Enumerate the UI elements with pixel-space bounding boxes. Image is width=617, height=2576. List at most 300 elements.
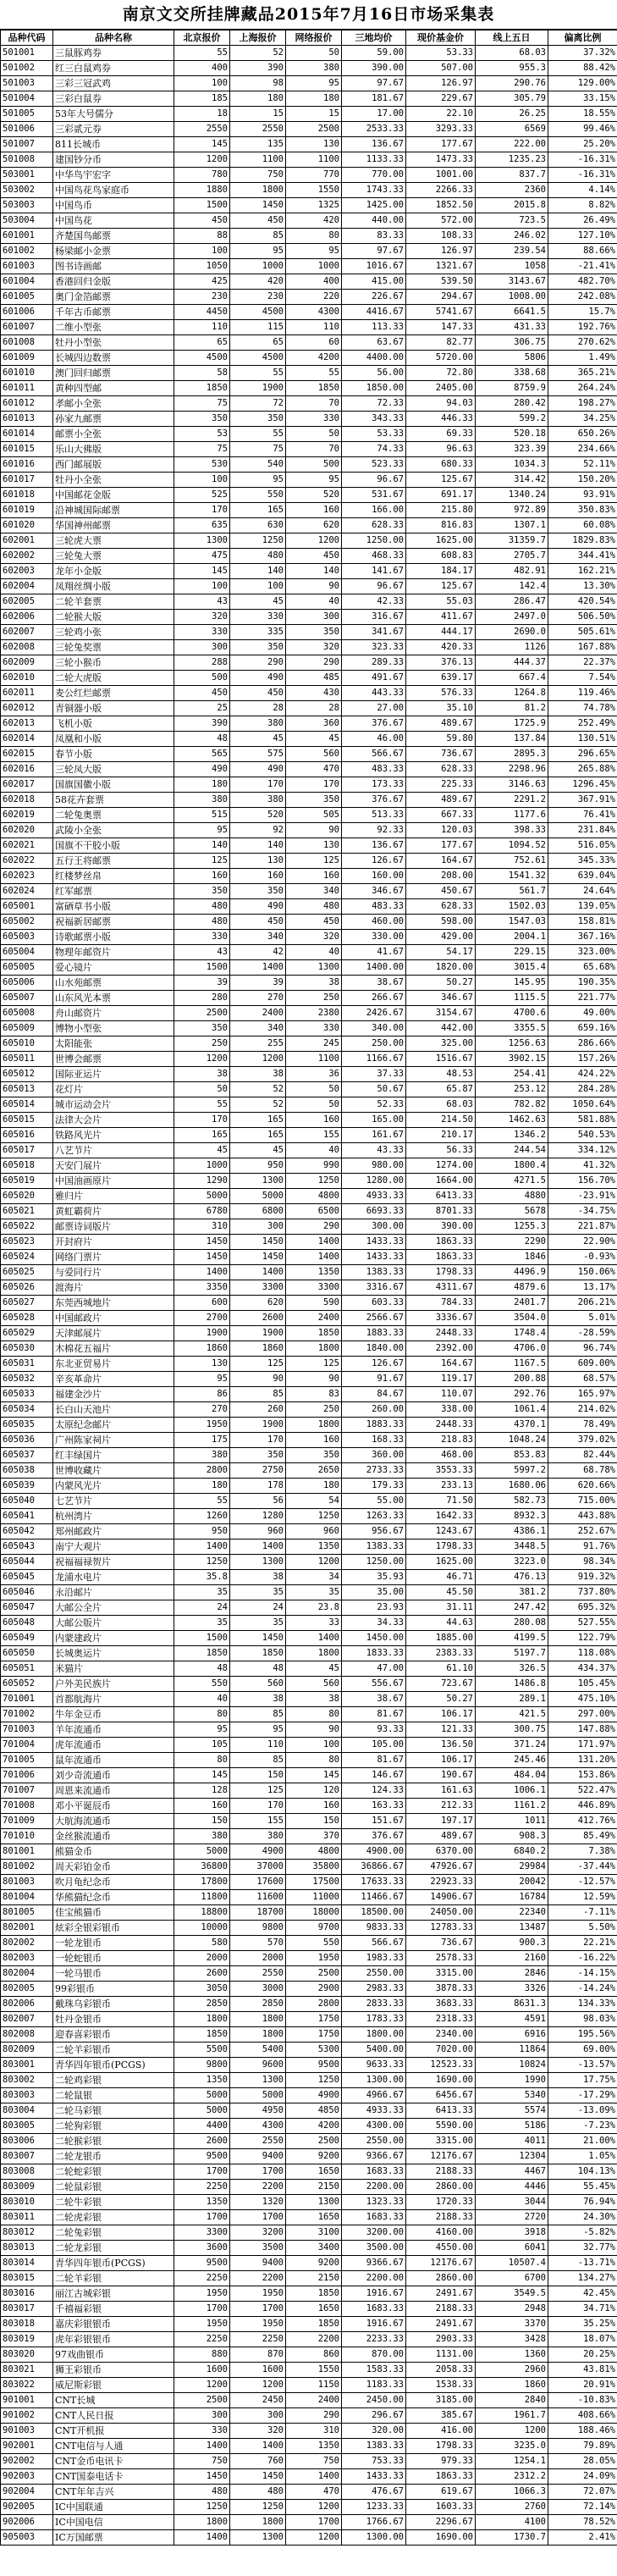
- shanghai-cell: 165: [230, 1113, 286, 1128]
- beijing-cell: 2250: [174, 2180, 230, 2195]
- shanghai-cell: 335: [230, 625, 286, 640]
- average-cell: 226.67: [342, 290, 406, 305]
- deviation-cell: 270.62%: [548, 335, 617, 351]
- average-cell: 1383.33: [342, 2439, 406, 2454]
- table-row: [1, 46, 617, 61]
- deviation-cell: 242.08%: [548, 290, 617, 305]
- code-cell: 601019: [1, 503, 53, 518]
- shanghai-cell: 170: [230, 1799, 286, 1814]
- name-cell: 中华鸟宇宏字: [53, 168, 174, 183]
- table-row: [1, 1875, 617, 1890]
- code-cell: 605041: [1, 1509, 53, 1524]
- shanghai-cell: 85: [230, 1753, 286, 1768]
- deviation-cell: -37.44%: [548, 1860, 617, 1875]
- shanghai-cell: 160: [230, 869, 286, 884]
- beijing-cell: 95: [174, 1372, 230, 1387]
- online-cell: 2500: [286, 2134, 342, 2149]
- shanghai-cell: 450: [230, 915, 286, 930]
- table-row: [1, 2454, 617, 2469]
- code-cell: 605043: [1, 1540, 53, 1555]
- beijing-cell: 1700: [174, 2164, 230, 2180]
- average-cell: 2566.67: [342, 1311, 406, 1326]
- online-cell: 380: [286, 61, 342, 76]
- deviation-cell: 15.7%: [548, 305, 617, 320]
- shanghai-cell: 9400: [230, 2256, 286, 2271]
- beijing-cell: 110: [174, 320, 230, 335]
- online-cell: 95: [286, 76, 342, 91]
- table-row: [1, 2241, 617, 2256]
- average-cell: 1683.33: [342, 2210, 406, 2225]
- online-cell: 40: [286, 945, 342, 960]
- average-cell: 3500.00: [342, 2241, 406, 2256]
- five-day-cell: 3355.5: [476, 1021, 548, 1036]
- table-row: [1, 1905, 617, 1921]
- shanghai-cell: 1300: [230, 2530, 286, 2546]
- online-cell: 160: [286, 503, 342, 518]
- five-day-cell: 398.33: [476, 823, 548, 838]
- online-cell: 125: [286, 1357, 342, 1372]
- table-row: [1, 305, 617, 320]
- online-cell: 960: [286, 1524, 342, 1540]
- base-cell: 507.00: [406, 61, 476, 76]
- name-cell: IC万国邮票: [53, 2530, 174, 2546]
- table-row: [1, 1677, 617, 1692]
- average-cell: 2550.00: [342, 1966, 406, 1982]
- five-day-cell: 289.1: [476, 1692, 548, 1707]
- shanghai-cell: 38: [230, 1570, 286, 1585]
- base-cell: 639.17: [406, 671, 476, 686]
- average-cell: 46.00: [342, 732, 406, 747]
- table-row: [1, 793, 617, 808]
- deviation-cell: 505.61%: [548, 625, 617, 640]
- shanghai-cell: 1450: [230, 1250, 286, 1265]
- base-cell: 69.33: [406, 427, 476, 442]
- table-row: [1, 213, 617, 229]
- shanghai-cell: 35: [230, 1616, 286, 1631]
- table-row: [1, 1128, 617, 1143]
- name-cell: 53年大号儒分: [53, 107, 174, 122]
- shanghai-cell: 1400: [230, 1540, 286, 1555]
- beijing-cell: 105: [174, 1738, 230, 1753]
- deviation-cell: -7.11%: [548, 1905, 617, 1921]
- beijing-cell: 475: [174, 549, 230, 564]
- deviation-cell: -13.71%: [548, 2256, 617, 2271]
- beijing-cell: 425: [174, 274, 230, 290]
- table-row: [1, 1722, 617, 1738]
- online-cell: 3400: [286, 2241, 342, 2256]
- deviation-cell: 91.76%: [548, 1540, 617, 1555]
- shanghai-cell: 140: [230, 564, 286, 579]
- beijing-cell: 165: [174, 1128, 230, 1143]
- five-day-cell: 29984: [476, 1860, 548, 1875]
- five-day-cell: 8759.9: [476, 381, 548, 396]
- table-row: [1, 823, 617, 838]
- table-row: [1, 1692, 617, 1707]
- shanghai-cell: 630: [230, 518, 286, 533]
- five-day-cell: 955.3: [476, 61, 548, 76]
- five-day-cell: 1800.4: [476, 1158, 548, 1174]
- shanghai-cell: 1300: [230, 1174, 286, 1189]
- deviation-cell: 12.59%: [548, 1890, 617, 1905]
- average-cell: 250.00: [342, 1036, 406, 1052]
- shanghai-cell: 9800: [230, 1921, 286, 1936]
- shanghai-cell: 72: [230, 396, 286, 412]
- five-day-cell: 1161.2: [476, 1799, 548, 1814]
- average-cell: 83.33: [342, 229, 406, 244]
- table-row: [1, 1158, 617, 1174]
- table-row: [1, 1341, 617, 1357]
- average-cell: 38.67: [342, 1692, 406, 1707]
- table-row: [1, 1951, 617, 1966]
- beijing-cell: 1400: [174, 1265, 230, 1280]
- base-cell: 61.10: [406, 1661, 476, 1677]
- deviation-cell: 5.50%: [548, 1921, 617, 1936]
- table-row: [1, 229, 617, 244]
- five-day-cell: 306.75: [476, 335, 548, 351]
- name-cell: 三轮虎大票: [53, 533, 174, 549]
- deviation-cell: 379.02%: [548, 1433, 617, 1448]
- beijing-cell: 635: [174, 518, 230, 533]
- code-cell: 601002: [1, 244, 53, 259]
- beijing-cell: 1200: [174, 2378, 230, 2393]
- name-cell: 博物小型张: [53, 1021, 174, 1036]
- five-day-cell: 3504.0: [476, 1311, 548, 1326]
- table-row: [1, 1738, 617, 1753]
- name-cell: 三轮凤大版: [53, 762, 174, 777]
- deviation-cell: -5.82%: [548, 2225, 617, 2241]
- name-cell: CNT年年吉兴: [53, 2485, 174, 2500]
- average-cell: 41.67: [342, 945, 406, 960]
- deviation-cell: 13.30%: [548, 579, 617, 594]
- code-cell: 605050: [1, 1646, 53, 1661]
- average-cell: 2533.33: [342, 122, 406, 137]
- name-cell: 五行王将邮票: [53, 854, 174, 869]
- code-cell: 701010: [1, 1829, 53, 1844]
- code-cell: 602010: [1, 671, 53, 686]
- base-cell: 3683.33: [406, 1997, 476, 2012]
- name-cell: 山东风光本票: [53, 991, 174, 1006]
- five-day-cell: 1462.63: [476, 1113, 548, 1128]
- code-cell: 801002: [1, 1860, 53, 1875]
- code-cell: 605017: [1, 1143, 53, 1158]
- market-table: [0, 30, 617, 2546]
- deviation-cell: 99.46%: [548, 122, 617, 137]
- beijing-cell: 2250: [174, 2271, 230, 2286]
- base-cell: 736.67: [406, 1936, 476, 1951]
- name-cell: 二轮兔彩银: [53, 2225, 174, 2241]
- online-cell: 70: [286, 442, 342, 457]
- base-cell: 212.33: [406, 1799, 476, 1814]
- base-cell: 4311.67: [406, 1280, 476, 1296]
- online-cell: 1850: [286, 2317, 342, 2332]
- code-cell: 602007: [1, 625, 53, 640]
- table-row: [1, 396, 617, 412]
- five-day-cell: 1011: [476, 1814, 548, 1829]
- name-cell: 城市运动会片: [53, 1097, 174, 1113]
- average-cell: 1016.67: [342, 259, 406, 274]
- deviation-cell: 130.51%: [548, 732, 617, 747]
- beijing-cell: 450: [174, 213, 230, 229]
- online-cell: 1400: [286, 1235, 342, 1250]
- shanghai-cell: 380: [230, 716, 286, 732]
- beijing-cell: 55: [174, 46, 230, 61]
- online-cell: 1200: [286, 2500, 342, 2515]
- online-cell: 2400: [286, 2393, 342, 2408]
- average-cell: 4400.00: [342, 351, 406, 366]
- table-row: [1, 1494, 617, 1509]
- shanghai-cell: 1450: [230, 1631, 286, 1646]
- name-cell: 二轮羊套票: [53, 594, 174, 610]
- average-cell: 360.00: [342, 1448, 406, 1463]
- shanghai-cell: 230: [230, 290, 286, 305]
- online-cell: 40: [286, 1143, 342, 1158]
- base-cell: 572.00: [406, 213, 476, 229]
- five-day-cell: 10507.4: [476, 2256, 548, 2271]
- five-day-cell: 1680.06: [476, 1479, 548, 1494]
- name-cell: 户外美民族片: [53, 1677, 174, 1692]
- base-cell: 4160.00: [406, 2225, 476, 2241]
- five-day-cell: 3044: [476, 2195, 548, 2210]
- online-cell: 125: [286, 854, 342, 869]
- average-cell: 1383.33: [342, 1265, 406, 1280]
- table-row: [1, 274, 617, 290]
- table-row: [1, 2164, 617, 2180]
- deviation-cell: 68.57%: [548, 1372, 617, 1387]
- table-row: [1, 610, 617, 625]
- name-cell: 三鼠豚鸡券: [53, 46, 174, 61]
- shanghai-cell: 1300: [230, 1555, 286, 1570]
- beijing-cell: 1700: [174, 2210, 230, 2225]
- base-cell: 2058.33: [406, 2363, 476, 2378]
- online-cell: 6500: [286, 1204, 342, 1219]
- shanghai-cell: 52: [230, 1097, 286, 1113]
- base-cell: 48.53: [406, 1067, 476, 1082]
- name-cell: 辛亥革命片: [53, 1372, 174, 1387]
- five-day-cell: 4370.1: [476, 1418, 548, 1433]
- five-day-cell: 4199.5: [476, 1631, 548, 1646]
- table-row: [1, 1036, 617, 1052]
- online-cell: 18000: [286, 1905, 342, 1921]
- beijing-cell: 380: [174, 793, 230, 808]
- deviation-cell: 482.70%: [548, 274, 617, 290]
- base-cell: 6370.00: [406, 1844, 476, 1860]
- shanghai-cell: 1250: [230, 533, 286, 549]
- name-cell: CNT人民日报: [53, 2408, 174, 2424]
- beijing-cell: 1000: [174, 1158, 230, 1174]
- name-cell: 凤翔丝绸小版: [53, 579, 174, 594]
- shanghai-cell: 65: [230, 335, 286, 351]
- table-row: [1, 838, 617, 854]
- table-row: [1, 488, 617, 503]
- base-cell: 598.00: [406, 915, 476, 930]
- table-row: [1, 2119, 617, 2134]
- deviation-cell: 221.87%: [548, 1219, 617, 1235]
- header-shanghai: 上海报价: [230, 30, 286, 46]
- five-day-cell: 300.75: [476, 1722, 548, 1738]
- table-row: [1, 2378, 617, 2393]
- average-cell: 300.00: [342, 1219, 406, 1235]
- code-cell: 803011: [1, 2210, 53, 2225]
- five-day-cell: 431.33: [476, 320, 548, 335]
- beijing-cell: 5500: [174, 2043, 230, 2058]
- average-cell: 161.67: [342, 1128, 406, 1143]
- base-cell: 1720.33: [406, 2195, 476, 2210]
- base-cell: 229.67: [406, 91, 476, 107]
- five-day-cell: 1502.03: [476, 899, 548, 915]
- online-cell: 2400: [286, 1311, 342, 1326]
- name-cell: 一轮龙银币: [53, 1936, 174, 1951]
- five-day-cell: 1346.2: [476, 1128, 548, 1143]
- five-day-cell: 326.5: [476, 1661, 548, 1677]
- name-cell: 太原纪念邮片: [53, 1418, 174, 1433]
- five-day-cell: 582.73: [476, 1494, 548, 1509]
- name-cell: 爱心镜片: [53, 960, 174, 976]
- online-cell: 180: [286, 91, 342, 107]
- average-cell: 556.67: [342, 1677, 406, 1692]
- beijing-cell: 480: [174, 2485, 230, 2500]
- beijing-cell: 1950: [174, 2317, 230, 2332]
- deviation-cell: 21.00%: [548, 2134, 617, 2149]
- average-cell: 2733.33: [342, 1463, 406, 1479]
- base-cell: 2392.00: [406, 1341, 476, 1357]
- name-cell: 青铜器小版: [53, 701, 174, 716]
- name-cell: 二轮鸡彩银: [53, 2073, 174, 2088]
- table-row: [1, 2043, 617, 2058]
- table-row: [1, 686, 617, 701]
- shanghai-cell: 1100: [230, 152, 286, 168]
- deviation-cell: -28.59%: [548, 1326, 617, 1341]
- name-cell: 青华四年银币(PCGS): [53, 2256, 174, 2271]
- beijing-cell: 1950: [174, 2286, 230, 2302]
- code-cell: 501008: [1, 152, 53, 168]
- online-cell: 350: [286, 1448, 342, 1463]
- average-cell: 1883.33: [342, 1326, 406, 1341]
- online-cell: 4200: [286, 2119, 342, 2134]
- five-day-cell: 1730.7: [476, 2530, 548, 2546]
- name-cell: 南宁大观片: [53, 1540, 174, 1555]
- table-row: [1, 1997, 617, 2012]
- average-cell: 415.00: [342, 274, 406, 290]
- base-cell: 4550.00: [406, 2241, 476, 2256]
- table-row: [1, 1661, 617, 1677]
- online-cell: 45: [286, 732, 342, 747]
- code-cell: 602024: [1, 884, 53, 899]
- deviation-cell: 919.32%: [548, 1570, 617, 1585]
- name-cell: 黄虹霸荷片: [53, 1204, 174, 1219]
- name-cell: 三轮兔大票: [53, 549, 174, 564]
- beijing-cell: 1450: [174, 1250, 230, 1265]
- code-cell: 803014: [1, 2256, 53, 2271]
- beijing-cell: 4400: [174, 2119, 230, 2134]
- base-cell: 46.71: [406, 1570, 476, 1585]
- online-cell: 140: [286, 564, 342, 579]
- five-day-cell: 323.39: [476, 442, 548, 457]
- deviation-cell: 252.67%: [548, 1524, 617, 1540]
- deviation-cell: 37.32%: [548, 46, 617, 61]
- table-row: [1, 2485, 617, 2500]
- online-cell: 50: [286, 427, 342, 442]
- code-cell: 605047: [1, 1600, 53, 1616]
- deviation-cell: 79.89%: [548, 2439, 617, 2454]
- online-cell: 500: [286, 457, 342, 473]
- base-cell: 2405.00: [406, 381, 476, 396]
- base-cell: 233.13: [406, 1479, 476, 1494]
- beijing-cell: 1050: [174, 259, 230, 274]
- five-day-cell: 2720: [476, 2210, 548, 2225]
- deviation-cell: -13.57%: [548, 2058, 617, 2073]
- deviation-cell: 24.30%: [548, 2210, 617, 2225]
- average-cell: 4900.00: [342, 1844, 406, 1860]
- code-cell: 601001: [1, 229, 53, 244]
- table-row: [1, 503, 617, 518]
- online-cell: 160: [286, 1433, 342, 1448]
- online-cell: 1350: [286, 1540, 342, 1555]
- name-cell: 牡丹小型张: [53, 335, 174, 351]
- base-cell: 94.03: [406, 396, 476, 412]
- base-cell: 446.33: [406, 412, 476, 427]
- base-cell: 164.67: [406, 854, 476, 869]
- base-cell: 161.63: [406, 1783, 476, 1799]
- five-day-cell: 10824: [476, 2058, 548, 2073]
- code-cell: 602022: [1, 854, 53, 869]
- beijing-cell: 5000: [174, 1844, 230, 1860]
- average-cell: 105.00: [342, 1738, 406, 1753]
- name-cell: 祝福新居邮票: [53, 915, 174, 930]
- table-row: [1, 732, 617, 747]
- shanghai-cell: 2550: [230, 122, 286, 137]
- online-cell: 95: [286, 473, 342, 488]
- online-cell: 45: [286, 1661, 342, 1677]
- code-cell: 605044: [1, 1555, 53, 1570]
- code-cell: 602002: [1, 549, 53, 564]
- deviation-cell: 20.91%: [548, 2378, 617, 2393]
- code-cell: 601020: [1, 518, 53, 533]
- five-day-cell: 137.84: [476, 732, 548, 747]
- deviation-cell: 167.88%: [548, 640, 617, 655]
- deviation-cell: 297.00%: [548, 1707, 617, 1722]
- online-cell: 2500: [286, 1966, 342, 1982]
- average-cell: 1280.00: [342, 1174, 406, 1189]
- shanghai-cell: 760: [230, 2454, 286, 2469]
- five-day-cell: 2895.3: [476, 747, 548, 762]
- name-cell: 国旗国徽小版: [53, 777, 174, 793]
- shanghai-cell: 450: [230, 686, 286, 701]
- code-cell: 605023: [1, 1235, 53, 1250]
- average-cell: 1983.33: [342, 1951, 406, 1966]
- base-cell: 50.27: [406, 1692, 476, 1707]
- beijing-cell: 2700: [174, 1311, 230, 1326]
- shanghai-cell: 115: [230, 320, 286, 335]
- five-day-cell: 1547.03: [476, 915, 548, 930]
- shanghai-cell: 2250: [230, 2332, 286, 2347]
- name-cell: 二轮狗彩银: [53, 2119, 174, 2134]
- table-row: [1, 1570, 617, 1585]
- shanghai-cell: 300: [230, 2408, 286, 2424]
- deviation-cell: 695.32%: [548, 1600, 617, 1616]
- name-cell: 东莞西城地片: [53, 1296, 174, 1311]
- base-cell: 72.80: [406, 366, 476, 381]
- online-cell: 5300: [286, 2043, 342, 2058]
- five-day-cell: 5340: [476, 2088, 548, 2103]
- average-cell: 84.67: [342, 1387, 406, 1402]
- shanghai-cell: 39: [230, 976, 286, 991]
- beijing-cell: 3050: [174, 1982, 230, 1997]
- five-day-cell: 561.7: [476, 884, 548, 899]
- base-cell: 106.17: [406, 1707, 476, 1722]
- name-cell: 八艺节片: [53, 1143, 174, 1158]
- code-cell: 902003: [1, 2469, 53, 2485]
- base-cell: 1690.00: [406, 2073, 476, 2088]
